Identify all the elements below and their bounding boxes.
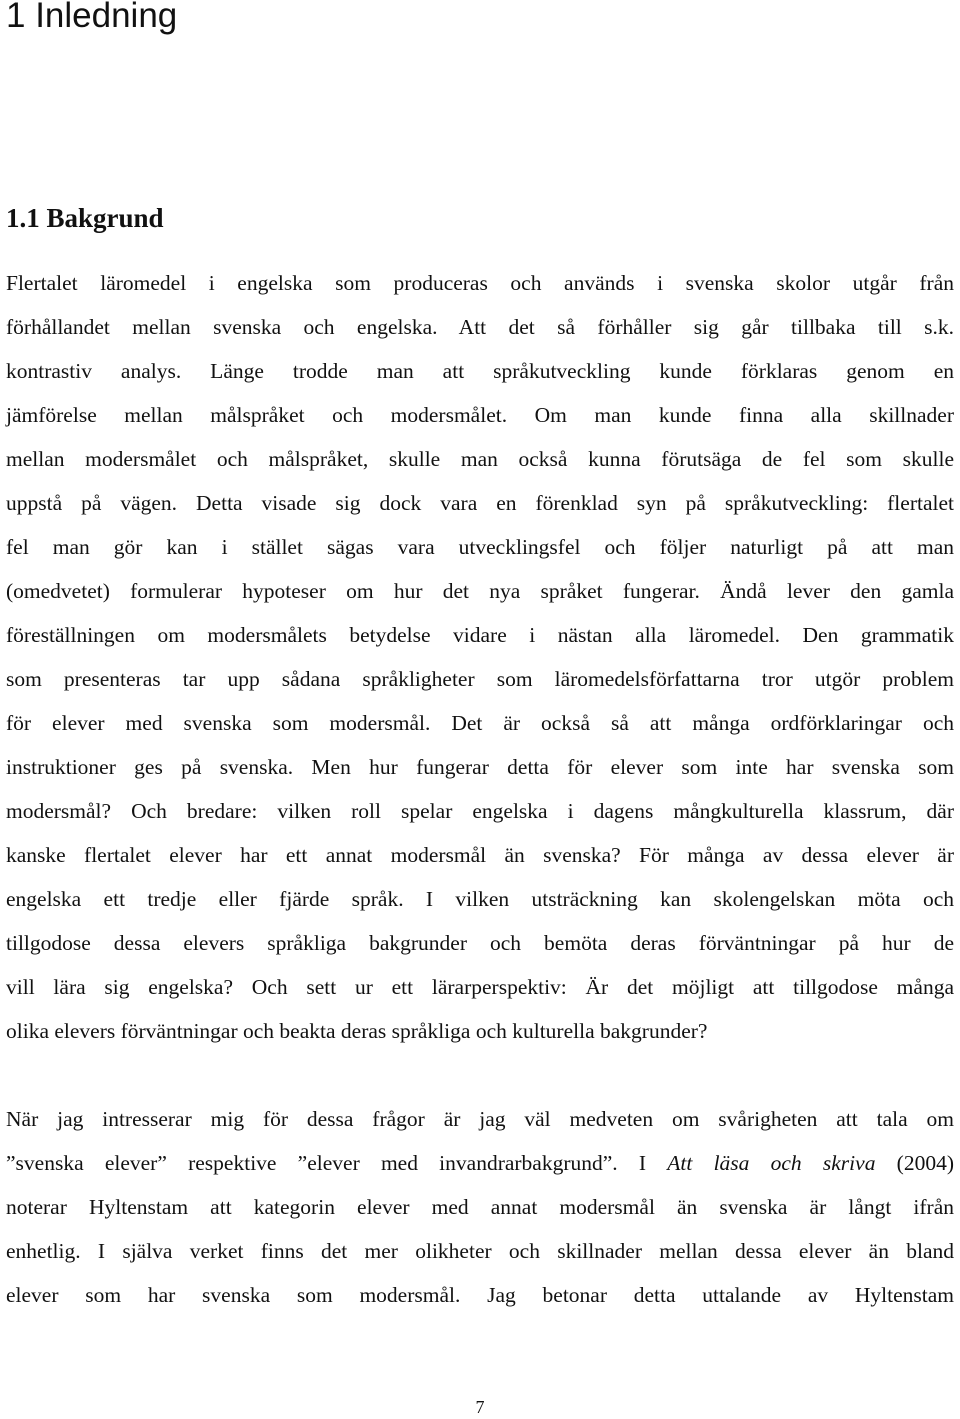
paragraph-line: Flertalet läromedel i engelska som produceras och används i svenska skolor utgår från — [6, 271, 954, 295]
book-title: Att läsa och skriva — [667, 1151, 876, 1175]
text-span: (2004) — [875, 1151, 954, 1175]
section-title: 1.1 Bakgrund — [6, 203, 164, 233]
paragraph-line: noterar Hyltenstam att kategorin elever med annat modersmål än svenska är långt ifrån — [6, 1195, 954, 1219]
paragraph-line: som presenteras tar upp sådana språkligheter som läromedelsförfattarna tror utgör problem — [6, 667, 954, 691]
paragraph-line: olika elevers förväntningar och beakta deras språkliga och kulturella bakgrunder? — [6, 1019, 708, 1043]
paragraph-line: vill lära sig engelska? Och sett ur ett lärarperspektiv: Är det möjligt att tillgodose många — [6, 975, 954, 999]
paragraph-line: kanske flertalet elever har ett annat modersmål än svenska? För många av dessa elever är — [6, 843, 954, 867]
paragraph-line: När jag intresserar mig för dessa frågor är jag väl medveten om svårigheten att tala om — [6, 1107, 954, 1131]
paragraph-line: engelska ett tredje eller fjärde språk. I vilken utsträckning kan skolengelskan möta och — [6, 887, 954, 911]
paragraph-line: jämförelse mellan målspråket och modersmålet. Om man kunde finna alla skillnader — [6, 403, 954, 427]
paragraph-line: kontrastiv analys. Länge trodde man att språkutveckling kunde förklaras genom en — [6, 359, 954, 383]
paragraph-line: instruktioner ges på svenska. Men hur fungerar detta för elever som inte har svenska som — [6, 755, 954, 779]
text-span: ”svenska elever” respektive ”elever med invandrarbakgrund”. I — [6, 1151, 668, 1175]
paragraph-line: förhållandet mellan svenska och engelska. Att det så förhåller sig går tillbaka till s.k. — [6, 315, 954, 339]
paragraph-line — [6, 1148, 954, 1178]
paragraph-line: enhetlig. I själva verket finns det mer olikheter och skillnader mellan dessa elever än bland — [6, 1239, 954, 1263]
paragraph-line: elever som har svenska som modersmål. Jag betonar detta uttalande av Hyltenstam — [6, 1283, 954, 1307]
paragraph-line: uppstå på vägen. Detta visade sig dock vara en förenklad syn på språkutveckling: flertalet — [6, 491, 954, 515]
paragraph-line: mellan modersmålet och målspråket, skulle man också kunna förutsäga de fel som skulle — [6, 447, 954, 471]
paragraph-line: (omedvetet) formulerar hypoteser om hur det nya språket fungerar. Ändå lever den gamla — [6, 579, 954, 603]
page-number: 7 — [475, 1397, 485, 1417]
paragraph-line: för elever med svenska som modersmål. Det är också så att många ordförklaringar och — [6, 711, 954, 735]
paragraph-line: fel man gör kan i stället sägas vara utvecklingsfel och följer naturligt på att man — [6, 535, 954, 559]
chapter-title: 1 Inledning — [6, 0, 178, 35]
paragraph-line: föreställningen om modersmålets betydelse vidare i nästan alla läromedel. Den grammatik — [6, 623, 954, 647]
paragraph-line: tillgodose dessa elevers språkliga bakgrunder och bemöta deras förväntningar på hur de — [6, 931, 954, 955]
paragraph-line: modersmål? Och bredare: vilken roll spelar engelska i dagens mångkulturella klassrum, där — [6, 799, 954, 823]
